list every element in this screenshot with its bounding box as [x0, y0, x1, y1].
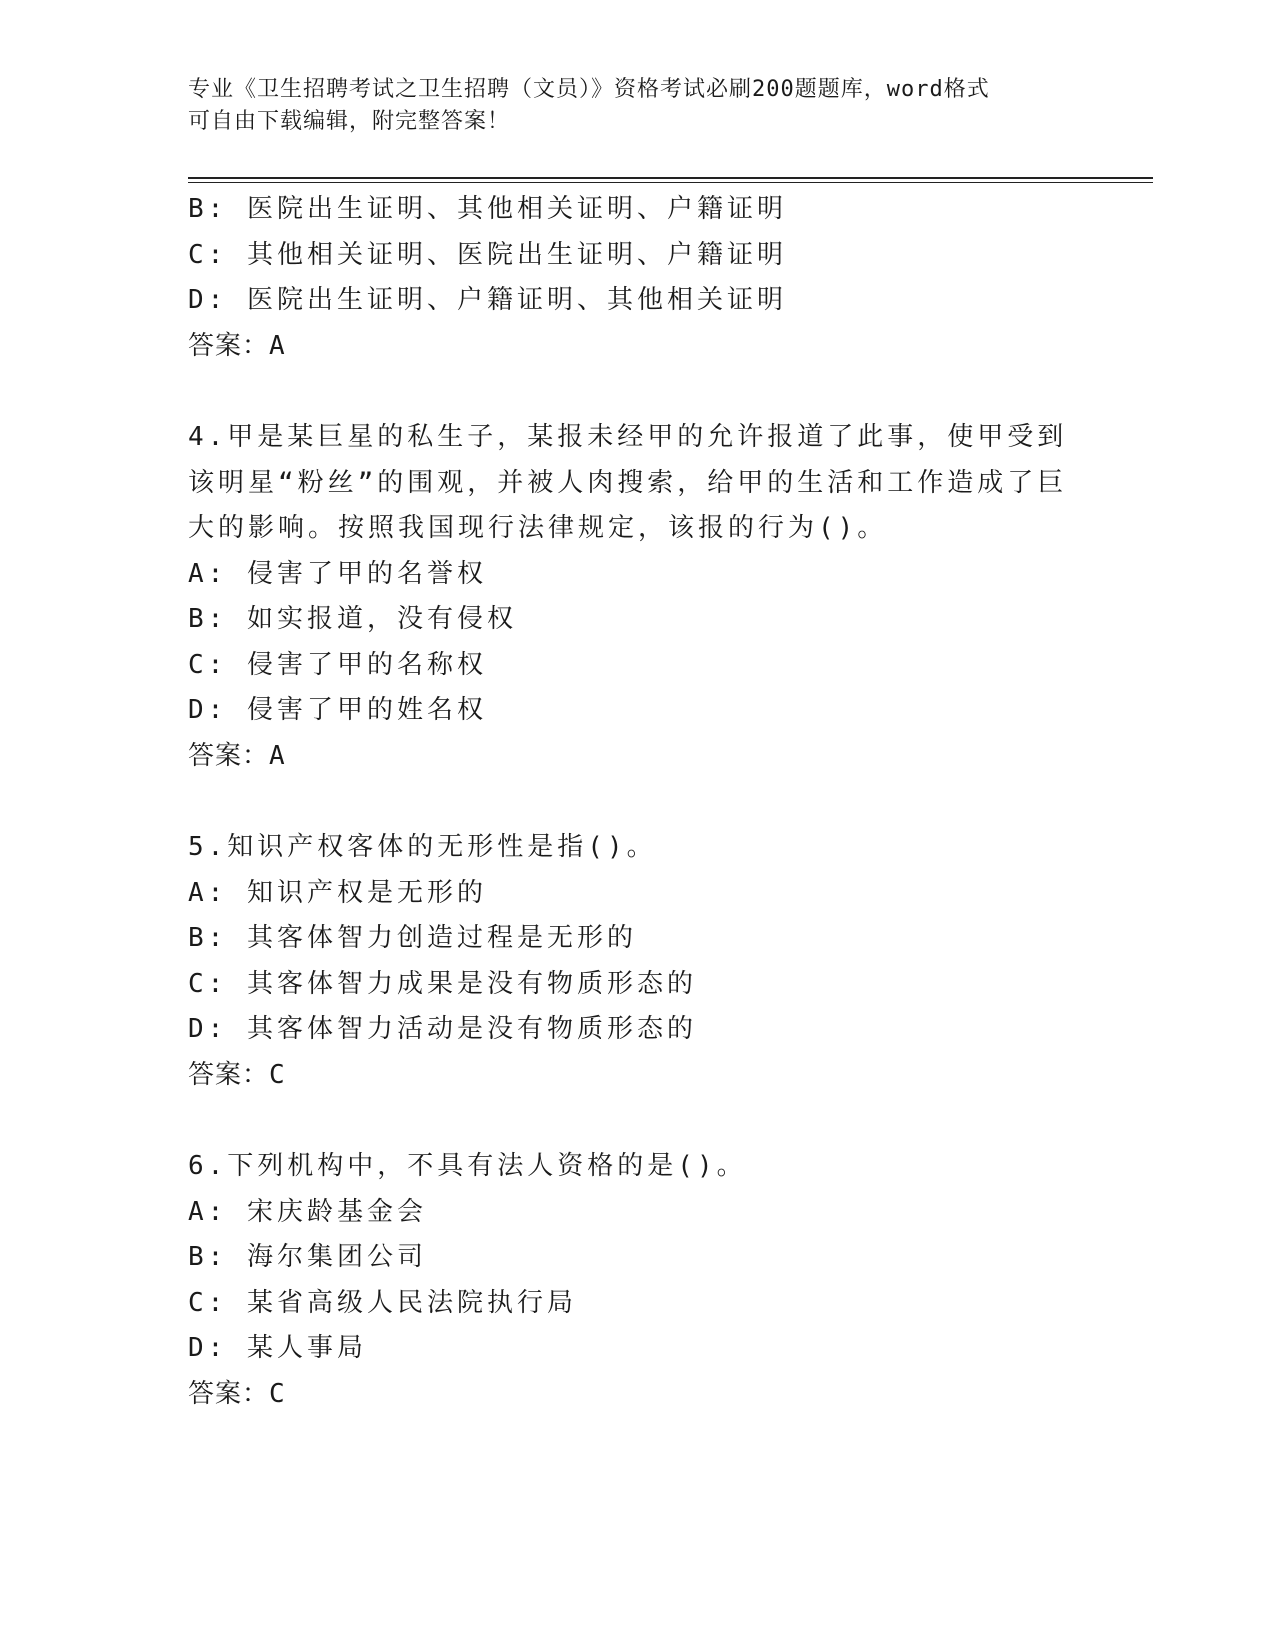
option-c: C: 其客体智力成果是没有物质形态的: [188, 968, 697, 999]
question-stem: 5.知识产权客体的无形性是指()。: [188, 832, 657, 862]
question-stem: 4.甲是某巨星的私生子，某报未经甲的允许报道了此事，使甲受到该明星“粉丝”的围观，并被人肉搜索，给甲的生活和工作造成了巨大的影响。按照我国现行法律规定，该报的行为()。: [188, 422, 1068, 543]
answer-line: [188, 324, 1078, 370]
answer-label: 答案：: [188, 330, 270, 361]
header-divider: [188, 177, 1153, 183]
header-line-2: 可自由下载编辑，附完整答案！: [188, 109, 511, 134]
answer-label: 答案：: [188, 740, 270, 771]
option-b: B: 海尔集团公司: [188, 1242, 427, 1272]
option-c: C: 侵害了甲的名称权: [188, 649, 487, 680]
answer-value: C: [269, 1378, 286, 1409]
question-stem: 6.下列机构中，不具有法人资格的是()。: [188, 1151, 747, 1181]
option-a: A: 宋庆龄基金会: [188, 1196, 427, 1227]
partial-question: [188, 187, 1078, 369]
option-b: B: 其客体智力创造过程是无形的: [188, 923, 637, 953]
answer-value: A: [269, 740, 286, 771]
option-c: C: 某省高级人民法院执行局: [188, 1287, 577, 1318]
option-c: C: 其他相关证明、医院出生证明、户籍证明: [188, 239, 787, 270]
answer-value: A: [269, 330, 286, 361]
option-b: B: 医院出生证明、其他相关证明、户籍证明: [188, 194, 787, 224]
answer-line: [188, 1053, 1078, 1099]
answer-value: C: [269, 1059, 286, 1090]
option-d: D: 其客体智力活动是没有物质形态的: [188, 1014, 697, 1044]
option-d: D: 侵害了甲的姓名权: [188, 695, 487, 725]
question-4: [188, 415, 1078, 779]
header-line-1: 专业《卫生招聘考试之卫生招聘（文员）》资格考试必刷200题题库，word格式: [188, 77, 990, 102]
answer-line: [188, 734, 1078, 780]
option-b: B: 如实报道，没有侵权: [188, 604, 517, 634]
document-header: [188, 74, 1088, 138]
question-6: [188, 1144, 1078, 1417]
question-list: [188, 187, 1078, 1417]
option-d: D: 某人事局: [188, 1333, 367, 1363]
option-a: A: 知识产权是无形的: [188, 877, 487, 908]
question-5: [188, 825, 1078, 1098]
answer-label: 答案：: [188, 1378, 270, 1409]
option-d: D: 医院出生证明、户籍证明、其他相关证明: [188, 285, 787, 315]
answer-line: [188, 1372, 1078, 1418]
option-a: A: 侵害了甲的名誉权: [188, 558, 487, 589]
answer-label: 答案：: [188, 1059, 270, 1090]
